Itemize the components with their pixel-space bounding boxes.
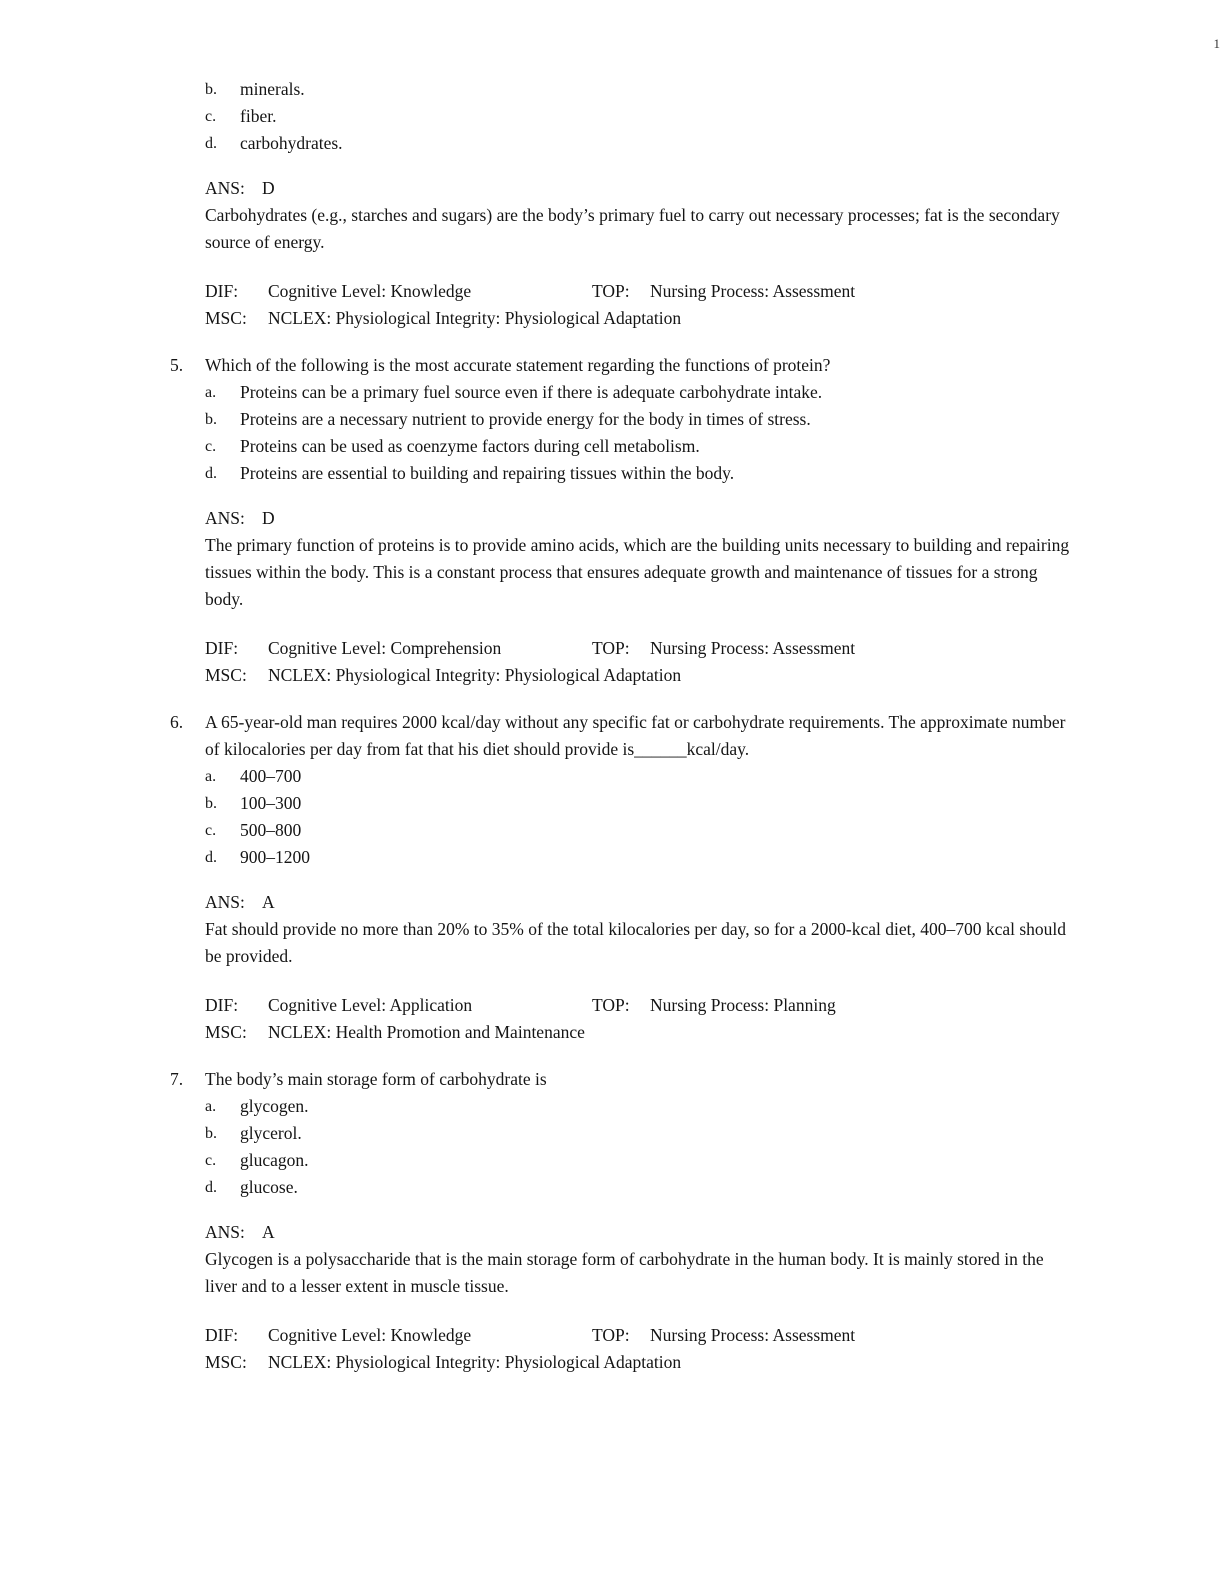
- question-fragment: [170, 76, 1079, 332]
- option-row: [205, 1120, 1079, 1147]
- msc-row: [205, 662, 1079, 689]
- option-text: glucagon.: [240, 1150, 309, 1170]
- msc-label: MSC:: [205, 665, 247, 685]
- answer-line: [205, 175, 1079, 202]
- question-number: 6.: [170, 712, 184, 732]
- option-letter: c.: [205, 108, 217, 125]
- options-list: [205, 763, 1079, 871]
- option-text: fiber.: [240, 106, 277, 126]
- question-block: [170, 352, 1079, 689]
- dif-row: [205, 635, 1079, 662]
- msc-value: NCLEX: Physiological Integrity: Physiological Adaptation: [268, 1352, 682, 1372]
- option-letter: d.: [205, 849, 217, 866]
- dif-label: DIF:: [205, 995, 239, 1015]
- option-text: 100–300: [240, 793, 302, 813]
- dif-label: DIF:: [205, 281, 239, 301]
- question-text: Which of the following is the most accurate statement regarding the functions of protein?: [205, 355, 831, 375]
- option-text: 400–700: [240, 766, 302, 786]
- msc-row: [205, 305, 1079, 332]
- top-label: TOP:: [592, 281, 630, 301]
- meta-block: [205, 1322, 1079, 1376]
- options-list: [205, 76, 1079, 157]
- option-row: [205, 790, 1079, 817]
- option-row: [205, 130, 1079, 157]
- answer-label: ANS:: [205, 892, 245, 912]
- option-letter: d.: [205, 1179, 217, 1196]
- msc-row: [205, 1349, 1079, 1376]
- answer-line: [205, 1219, 1079, 1246]
- option-row: [205, 406, 1079, 433]
- dif-label: DIF:: [205, 1325, 239, 1345]
- dif-label: DIF:: [205, 638, 239, 658]
- option-row: [205, 844, 1079, 871]
- answer-value: D: [262, 178, 275, 198]
- question-block: [170, 1066, 1079, 1376]
- answer-label: ANS:: [205, 1222, 245, 1242]
- dif-value: Cognitive Level: Knowledge: [268, 281, 472, 301]
- option-row: [205, 103, 1079, 130]
- top-value: Nursing Process: Assessment: [650, 1325, 856, 1345]
- options-list: [205, 1093, 1079, 1201]
- option-text: glycogen.: [240, 1096, 309, 1116]
- option-row: [205, 1174, 1079, 1201]
- option-letter: c.: [205, 438, 217, 455]
- option-letter: a.: [205, 384, 217, 401]
- dif-row: [205, 992, 1079, 1019]
- meta-block: [205, 278, 1079, 332]
- option-row: [205, 76, 1079, 103]
- option-text: carbohydrates.: [240, 133, 343, 153]
- page-corner-mark: 1: [1213, 36, 1220, 51]
- question-number: 5.: [170, 355, 184, 375]
- question-number: 7.: [170, 1069, 184, 1089]
- top-value: Nursing Process: Assessment: [650, 638, 856, 658]
- dif-value: Cognitive Level: Comprehension: [268, 638, 502, 658]
- msc-value: NCLEX: Physiological Integrity: Physiological Adaptation: [268, 665, 682, 685]
- msc-row: [205, 1019, 1079, 1046]
- option-text: 500–800: [240, 820, 302, 840]
- option-text: minerals.: [240, 79, 305, 99]
- option-text: Proteins can be used as coenzyme factors during cell metabolism.: [240, 436, 700, 456]
- option-text: glycerol.: [240, 1123, 302, 1143]
- rationale-text: Carbohydrates (e.g., starches and sugars) are the body’s primary fuel to carry out necessary processes; fat is the secondary source of energy.: [205, 205, 1060, 252]
- top-label: TOP:: [592, 638, 630, 658]
- rationale-text: Glycogen is a polysaccharide that is the main storage form of carbohydrate in the human body. It is mainly stored in the liver and to a lesser extent in muscle tissue.: [205, 1249, 1044, 1296]
- option-letter: b.: [205, 81, 217, 98]
- question-block: [170, 709, 1079, 1046]
- option-text: Proteins can be a primary fuel source even if there is adequate carbohydrate intake.: [240, 382, 823, 402]
- dif-row: [205, 278, 1079, 305]
- top-value: Nursing Process: Assessment: [650, 281, 856, 301]
- meta-block: [205, 635, 1079, 689]
- option-letter: a.: [205, 768, 217, 785]
- option-row: [205, 433, 1079, 460]
- option-row: [205, 1147, 1079, 1174]
- option-letter: b.: [205, 1125, 217, 1142]
- dif-row: [205, 1322, 1079, 1349]
- answer-value: A: [262, 1222, 275, 1242]
- page-content: [170, 76, 1079, 1376]
- msc-label: MSC:: [205, 308, 247, 328]
- option-letter: d.: [205, 135, 217, 152]
- option-letter: c.: [205, 1152, 217, 1169]
- option-text: glucose.: [240, 1177, 298, 1197]
- option-text: 900–1200: [240, 847, 310, 867]
- option-letter: b.: [205, 795, 217, 812]
- option-row: [205, 817, 1079, 844]
- answer-value: D: [262, 508, 275, 528]
- option-letter: d.: [205, 465, 217, 482]
- options-list: [205, 379, 1079, 487]
- msc-label: MSC:: [205, 1022, 247, 1042]
- option-letter: c.: [205, 822, 217, 839]
- msc-value: NCLEX: Health Promotion and Maintenance: [268, 1022, 585, 1042]
- option-text: Proteins are essential to building and repairing tissues within the body.: [240, 463, 735, 483]
- meta-block: [205, 992, 1079, 1046]
- option-text: Proteins are a necessary nutrient to provide energy for the body in times of stress.: [240, 409, 811, 429]
- top-value: Nursing Process: Planning: [650, 995, 836, 1015]
- answer-label: ANS:: [205, 178, 245, 198]
- option-letter: b.: [205, 411, 217, 428]
- rationale-text: Fat should provide no more than 20% to 35% of the total kilocalories per day, so for a 2000-kcal diet, 400–700 kcal should be provided.: [205, 919, 1067, 966]
- msc-label: MSC:: [205, 1352, 247, 1372]
- answer-value: A: [262, 892, 275, 912]
- answer-line: [205, 889, 1079, 916]
- question-text: A 65-year-old man requires 2000 kcal/day without any specific fat or carbohydrate requirements. The approximate number of kilocalories per day from fat that his diet should provide is______kcal/day.: [205, 712, 1066, 759]
- option-row: [205, 460, 1079, 487]
- option-letter: a.: [205, 1098, 217, 1115]
- answer-label: ANS:: [205, 508, 245, 528]
- rationale-text: The primary function of proteins is to provide amino acids, which are the building units necessary to building and repairing tissues within the body. This is a constant process that ensures adequate growth and maintenance of tissues for a strong body.: [205, 535, 1070, 609]
- msc-value: NCLEX: Physiological Integrity: Physiological Adaptation: [268, 308, 682, 328]
- top-label: TOP:: [592, 995, 630, 1015]
- answer-line: [205, 505, 1079, 532]
- dif-value: Cognitive Level: Knowledge: [268, 1325, 472, 1345]
- question-text: The body’s main storage form of carbohydrate is: [205, 1069, 547, 1089]
- top-label: TOP:: [592, 1325, 630, 1345]
- option-row: [205, 379, 1079, 406]
- option-row: [205, 763, 1079, 790]
- option-row: [205, 1093, 1079, 1120]
- dif-value: Cognitive Level: Application: [268, 995, 473, 1015]
